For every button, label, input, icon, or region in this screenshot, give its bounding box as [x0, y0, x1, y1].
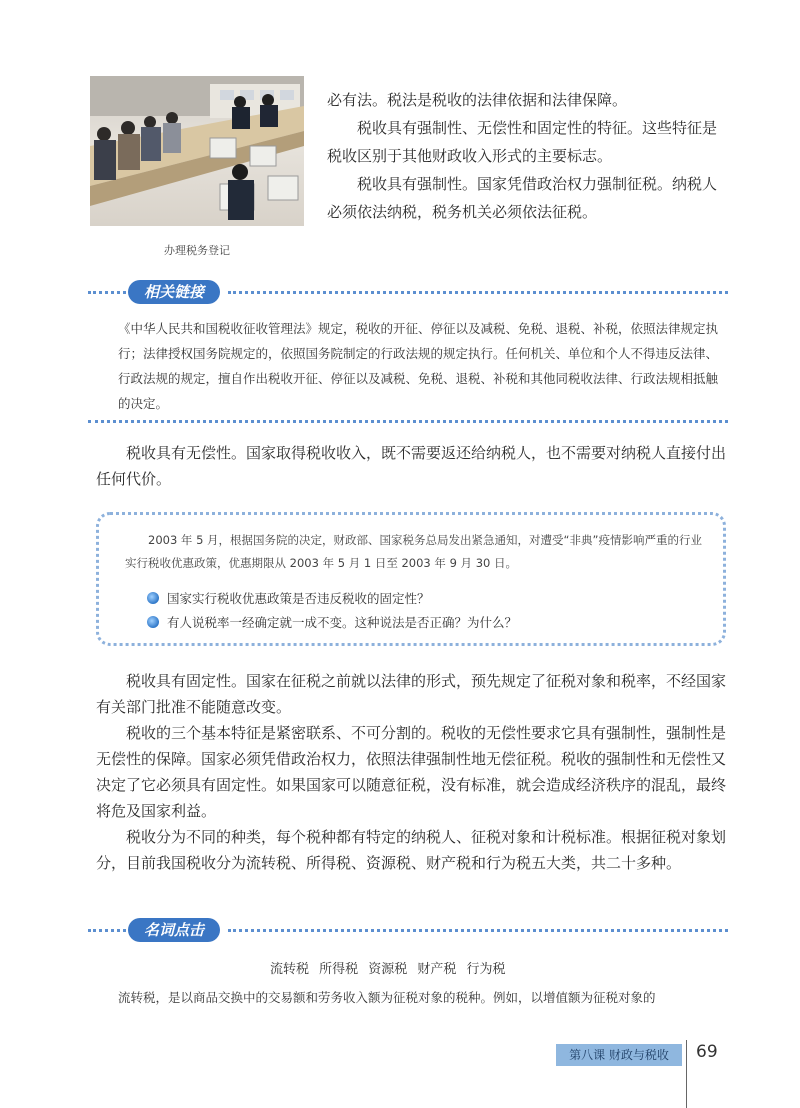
question-bullet-icon — [147, 616, 159, 628]
question-text: 有人说税率一经确定就一成不变。这种说法是否正确？为什么？ — [167, 615, 518, 630]
body-paragraph: 税收分为不同的种类，每个税种都有特定的纳税人、征税对象和计税标准。根据征税对象划分，目前我国税收分为流转税、所得税、资源税、财产税和行为税五大类，共二十多种。 — [96, 828, 727, 872]
main-paragraphs — [96, 668, 728, 876]
related-links-label: 相关链接 — [128, 280, 220, 304]
related-links-paragraph: 《中华人民共和国税收征收管理法》规定，税收的开征、停征以及减税、免税、退税、补税，依照法律规定执行；法律授权国务院规定的，依照国务院制定的行政法规的规定执行。任何机关、单位和个人不得违反法律、行政法规的规定，擅自作出税收开征、停征以及减税、免税、退税、补税和其他同税收法律、行政法规相抵触的决定。 — [118, 321, 719, 411]
intro-paragraph: 必有法。税法是税收的法律依据和法律保障。 — [327, 91, 628, 109]
page-number: 69 — [696, 1042, 718, 1062]
body-paragraph: 税收的三个基本特征是紧密联系、不可分割的。税收的无偿性要求它具有强制性，强制性是无偿性的保障。国家必须凭借政治权力，依照法律强制性地无偿征税。税收的强制性和无偿性又决定了它必须具有固定性。如果国家可以随意征税，没有标准，就会造成经济秩序的混乱，最终将危及国家利益。 — [96, 724, 727, 820]
body-paragraph: 税收具有固定性。国家在征税之前就以法律的形式，预先规定了征税对象和税率，不经国家有关部门批准不能随意改变。 — [96, 672, 727, 716]
question-item — [147, 613, 517, 631]
term-click-label: 名词点击 — [128, 918, 220, 942]
question-text: 国家实行税收优惠政策是否违反税收的固定性？ — [167, 591, 430, 606]
case-study-paragraph: 2003 年 5 月，根据国务院的决定，财政部、国家税务总局发出紧急通知，对遭受“非典”疫情影响严重的行业实行税收优惠政策，优惠期限从 2003 年 5 月 1 日至 2003 年 9 月 30 日。 — [125, 533, 702, 570]
term-list: 流转税 所得税 资源税 财产税 行为税 — [270, 962, 506, 977]
related-links-text — [118, 316, 726, 416]
intro-paragraph: 税收具有强制性。国家凭借政治权力强制征税。纳税人必须依法纳税，税务机关必须依法征税。 — [327, 175, 718, 221]
intro-text — [327, 86, 727, 226]
body-paragraph: 税收具有无偿性。国家取得税收收入，既不需要返还给纳税人，也不需要对纳税人直接付出任何代价。 — [96, 444, 727, 488]
intro-paragraph: 税收具有强制性、无偿性和固定性的特征。这些特征是税收区别于其他财政收入形式的主要标志。 — [327, 119, 718, 165]
case-study-box — [96, 512, 726, 646]
term-click-header — [88, 918, 728, 942]
free-paragraph-block — [96, 440, 728, 492]
related-links-header — [88, 280, 728, 304]
question-item — [147, 589, 430, 607]
tax-registration-photo — [90, 76, 304, 226]
footer-divider — [686, 1040, 687, 1108]
case-study-text — [125, 529, 711, 575]
term-definition: 流转税，是以商品交换中的交易额和劳务收入额为征税对象的税种。例如，以增值额为征税对象的 — [118, 990, 656, 1005]
section-divider — [88, 420, 728, 423]
question-bullet-icon — [147, 592, 159, 604]
lesson-footer-tab: 第八课 财政与税收 — [556, 1044, 682, 1066]
photo-caption: 办理税务登记 — [164, 244, 230, 257]
